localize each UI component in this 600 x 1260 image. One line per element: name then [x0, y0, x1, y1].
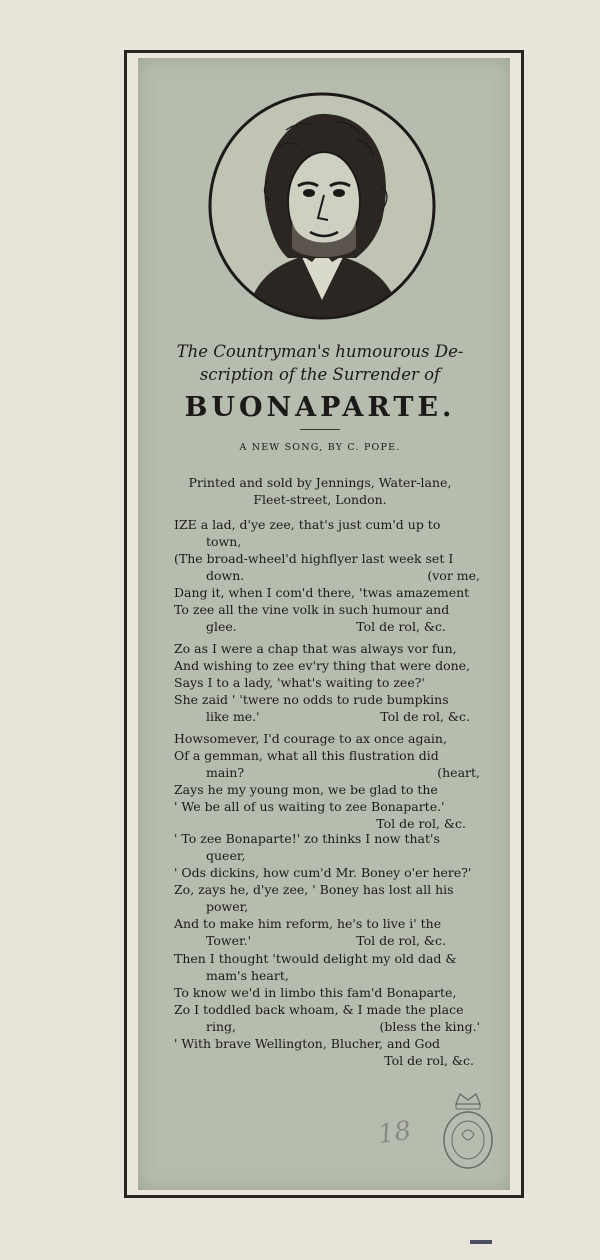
verse-line: mam's heart, — [206, 968, 289, 983]
verse-line: (The broad-wheel'd highflyer last week set I — [174, 551, 454, 566]
verse-line: Howsomever, I'd courage to ax once again, — [174, 731, 447, 746]
verse-1 — [174, 516, 480, 635]
title-line-2: scription of the Surrender of — [199, 365, 441, 384]
refrain: Tol de rol, &c. — [356, 619, 446, 634]
verse-line: (bless the king.' — [379, 1019, 480, 1034]
verse-line: Dang it, when I com'd there, 'twas amazement — [174, 585, 470, 600]
verse-line: down. — [206, 568, 245, 583]
portrait-woodcut-icon — [206, 90, 438, 322]
verse-line: (vor me, — [427, 568, 480, 583]
title-name: BUONAPARTE. — [184, 392, 456, 423]
verse-line: And to make him reform, he's to live i' the — [174, 916, 442, 931]
refrain: Tol de rol, &c. — [356, 933, 446, 948]
verse-line: ' We be all of us waiting to zee Bonaparte.' — [174, 799, 445, 814]
library-stamp-icon — [440, 1090, 496, 1174]
verse-line: glee. — [206, 619, 237, 634]
verse-line: Says I to a lady, 'what's waiting to zee?' — [174, 675, 425, 690]
imprint-line-1: Printed and sold by Jennings, Water-lane, — [188, 475, 452, 490]
scan-edge-mark — [470, 1240, 492, 1244]
verse-line-pair — [174, 708, 480, 725]
verse-line: Zays he my young mon, we be glad to the — [174, 782, 438, 797]
verse-line: Of a gemman, what all this flustration did — [174, 748, 439, 763]
refrain: Tol de rol, &c. — [380, 709, 470, 724]
verse-line: ' Ods dickins, how cum'd Mr. Boney o'er here?' — [174, 865, 472, 880]
verse-line: like me.' — [206, 709, 260, 724]
verse-line: power, — [206, 899, 249, 914]
verse-line: Tower.' — [206, 933, 252, 948]
verse-line: ' With brave Wellington, Blucher, and God — [174, 1036, 440, 1051]
verse-line: Then I thought 'twould delight my old dad & — [174, 951, 457, 966]
verse-line: queer, — [206, 848, 246, 863]
subtitle: A NEW SONG, BY C. POPE. — [239, 442, 401, 453]
title-italic — [150, 340, 490, 386]
handwritten-note: 18 — [376, 1115, 414, 1151]
verse-line: Zo I toddled back whoam, & I made the place — [174, 1002, 464, 1017]
refrain: Tol de rol, &c. — [384, 1053, 474, 1068]
verse-line: Zo, zays he, d'ye zee, ' Boney has lost all his — [174, 882, 454, 897]
verse-3 — [174, 730, 480, 832]
imprint — [150, 474, 490, 508]
verse-line: ' To zee Bonaparte!' zo thinks I now that's — [174, 831, 440, 846]
verse-line: town, — [206, 534, 242, 549]
verse-line: And wishing to zee ev'ry thing that were done, — [174, 658, 471, 673]
refrain: Tol de rol, &c. — [376, 816, 466, 831]
verse-line: (heart, — [437, 765, 480, 780]
verse-line-pair — [174, 1018, 480, 1035]
imprint-line-2: Fleet-street, London. — [253, 492, 387, 507]
verse-line: Zo as I were a chap that was always vor fun, — [174, 641, 457, 656]
title-divider — [300, 429, 340, 430]
title-line-1: The Countryman's humourous De- — [176, 342, 464, 361]
verse-line: ring, — [206, 1019, 236, 1034]
verse-line-pair — [174, 764, 480, 781]
verse-2 — [174, 640, 480, 725]
verse-5 — [174, 950, 480, 1069]
verse-line-pair — [174, 618, 480, 635]
verse-line-pair — [174, 567, 480, 584]
verse-4 — [174, 830, 480, 949]
verse-line: To zee all the vine volk in such humour and — [174, 602, 450, 617]
verse-line-pair — [174, 932, 480, 949]
verse-line: main? — [206, 765, 245, 780]
verse-line: IZE a lad, d'ye zee, that's just cum'd up to — [174, 517, 441, 532]
verse-line: To know we'd in limbo this fam'd Bonaparte, — [174, 985, 457, 1000]
verse-line: She zaid ' 'twere no odds to rude bumpkins — [174, 692, 449, 707]
